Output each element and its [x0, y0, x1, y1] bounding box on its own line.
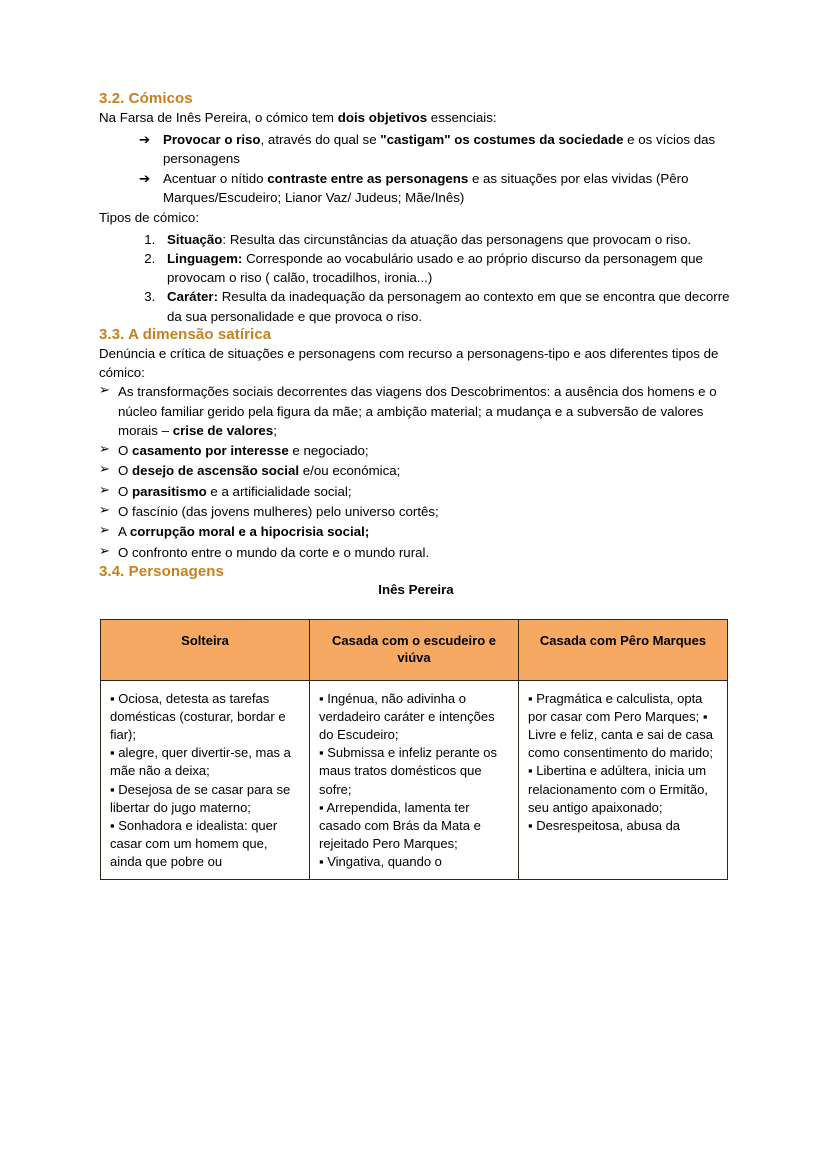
table-head: [101, 619, 728, 680]
list-item: [159, 230, 733, 249]
satirica-item-1-pre: As transformações sociais decorrentes das viagens dos Descobrimentos: a ausência dos homens e o núcleo familiar gerido pela figura da mãe; a ambição material; a mudança e a subversão de valores morais –: [118, 384, 717, 438]
cell-line: ▪ Arrependida, lamenta ter casado com Brás da Mata e rejeitado Pero Marques;: [319, 799, 481, 852]
list-item: [99, 502, 733, 521]
type-1-desc: Resulta das circunstâncias da atuação das personagens que provocam o riso.: [229, 231, 692, 247]
section-heading-comicos: 3.2. Cómicos: [99, 90, 193, 107]
tipos-de-comico-label: Tipos de cómico:: [99, 209, 200, 225]
cell-line: ▪ Libertina e adúltera, inicia um relacionamento com o Ermitão, seu antigo apaixonado;: [528, 763, 708, 815]
table-title: Inês Pereira: [378, 581, 454, 597]
type-2-term: Linguagem:: [167, 250, 243, 266]
satirica-item-4-bold: parasitismo: [132, 483, 207, 499]
cell-line: ▪ Vingativa, quando o: [319, 854, 442, 870]
satirica-item-5-pre: O fascínio (das jovens mulheres) pelo universo cortês;: [118, 503, 439, 519]
section-heading-personagens: 3.4. Personagens: [99, 562, 224, 580]
arrow-right-icon: ➔: [139, 171, 151, 187]
type-1-term: Situação: [167, 231, 223, 247]
arrowhead-icon: ➢: [99, 382, 110, 398]
objective-1-bold-mid: "castigam" os costumes da sociedade: [380, 131, 624, 147]
column-header-casada-escudeiro: Casada com o escudeiro e viúva: [310, 619, 519, 680]
cell-casada-escudeiro: [310, 680, 519, 879]
satirica-item-3-pre: O: [118, 463, 133, 479]
cell-solteira: [101, 680, 310, 879]
list-item: [99, 482, 733, 501]
type-2-desc: Corresponde ao vocabulário usado e ao próprio discurso da personagem que provocam o riso ( calão, trocadilhos, ironia...): [167, 250, 703, 286]
objective-1-mid: , através do qual se: [260, 131, 381, 147]
cell-line: ▪ Ociosa, detesta as tarefas domésticas (costurar, bordar e fiar);: [110, 690, 286, 742]
satirica-item-2-post: e negociado;: [288, 443, 369, 459]
arrowhead-icon: ➢: [99, 481, 110, 497]
cell-line: ▪ Desejosa de se casar para se libertar do jugo materno;: [110, 781, 291, 815]
satirica-item-2-bold: casamento por interesse: [132, 443, 289, 459]
cell-casada-pero-marques: [519, 680, 728, 879]
arrowhead-icon: ➢: [99, 501, 110, 517]
satirica-item-6-pre: A: [118, 524, 130, 540]
table-body: [101, 680, 728, 879]
table-row: [101, 680, 728, 879]
satirica-item-7-pre: O confronto entre o mundo da corte e o mundo rural.: [118, 544, 430, 560]
arrowhead-icon: ➢: [99, 522, 110, 538]
arrowhead-icon: ➢: [99, 542, 110, 558]
satirica-item-4-post: e a artificialidade social;: [206, 483, 352, 499]
type-3-term: Caráter:: [167, 289, 218, 305]
comicos-intro-bold: dois objetivos: [337, 109, 428, 125]
cell-line: ▪ Sonhadora e idealista: quer casar com um homem que, ainda que pobre ou: [110, 817, 278, 870]
satirica-item-4-pre: O: [118, 483, 133, 499]
list-item: [99, 461, 733, 480]
objective-2-lead: Acentuar o nítido: [163, 171, 268, 187]
table-header-row: [101, 619, 728, 680]
satirica-bullet-list: [99, 382, 733, 561]
personagens-table: [100, 619, 728, 880]
comicos-objectives-list: [99, 130, 733, 208]
objective-2-bold-mid: contraste entre as personagens: [267, 171, 469, 187]
satirica-intro-paragraph: Denúncia e crítica de situações e personagens com recurso a personagens-tipo e aos diferentes tipos de cómico:: [99, 345, 719, 380]
type-3-desc: Resulta da inadequação da personagem ao contexto em que se encontra que decorre da sua personalidade e que provoca o riso.: [167, 289, 730, 324]
arrowhead-icon: ➢: [99, 441, 110, 457]
comicos-intro-pre: Na Farsa de Inês Pereira, o cómico tem: [99, 109, 338, 125]
satirica-item-1-bold: crise de valores: [172, 422, 274, 438]
list-item: [159, 287, 733, 326]
list-item: [99, 382, 733, 440]
satirica-item-3-bold: desejo de ascensão social: [132, 463, 300, 479]
cell-line: ▪ Submissa e infeliz perante os maus tratos domésticos que sofre;: [319, 745, 498, 797]
list-item: [139, 130, 733, 169]
comicos-types-list: [99, 230, 733, 326]
satirica-item-2-pre: O: [118, 443, 133, 459]
comicos-intro-paragraph: [99, 109, 733, 128]
column-header-solteira: Solteira: [101, 619, 310, 680]
list-item: [159, 249, 733, 288]
cell-line: ▪ alegre, quer divertir-se, mas a mãe não a deixa;: [110, 745, 291, 779]
arrow-right-icon: ➔: [139, 131, 151, 147]
comicos-intro-post: essenciais:: [427, 109, 497, 125]
column-header-casada-pero-marques: Casada com Pêro Marques: [519, 619, 728, 680]
arrowhead-icon: ➢: [99, 461, 110, 477]
list-item: [99, 441, 733, 460]
satirica-item-1-post: ;: [273, 422, 277, 438]
objective-1-tail: e os vícios das personagens: [163, 131, 716, 166]
list-item: [139, 169, 733, 208]
objective-2-tail: e as situações por elas vividas (Pêro Marques/Escudeiro; Lianor Vaz/ Judeus; Mãe/Inês): [163, 171, 689, 206]
cell-line: ▪ Pragmática e calculista, opta por casar com Pero Marques; ▪ Livre e feliz, canta e sai de casa como consentimento do marido;: [528, 690, 713, 761]
satirica-item-3-post: e/ou económica;: [299, 463, 401, 479]
list-item: [99, 522, 733, 541]
section-heading-satirica: 3.3. A dimensão satírica: [99, 325, 272, 343]
list-item: [99, 543, 733, 562]
satirica-item-6-bold: corrupção moral e a hipocrisia social;: [129, 524, 370, 540]
type-1-sep: :: [222, 231, 230, 247]
cell-line: ▪ Ingénua, não adivinha o verdadeiro caráter e intenções do Escudeiro;: [319, 690, 495, 742]
cell-line: ▪ Desrespeitosa, abusa da: [528, 817, 681, 833]
objective-1-bold-lead: Provocar o riso: [163, 131, 261, 147]
